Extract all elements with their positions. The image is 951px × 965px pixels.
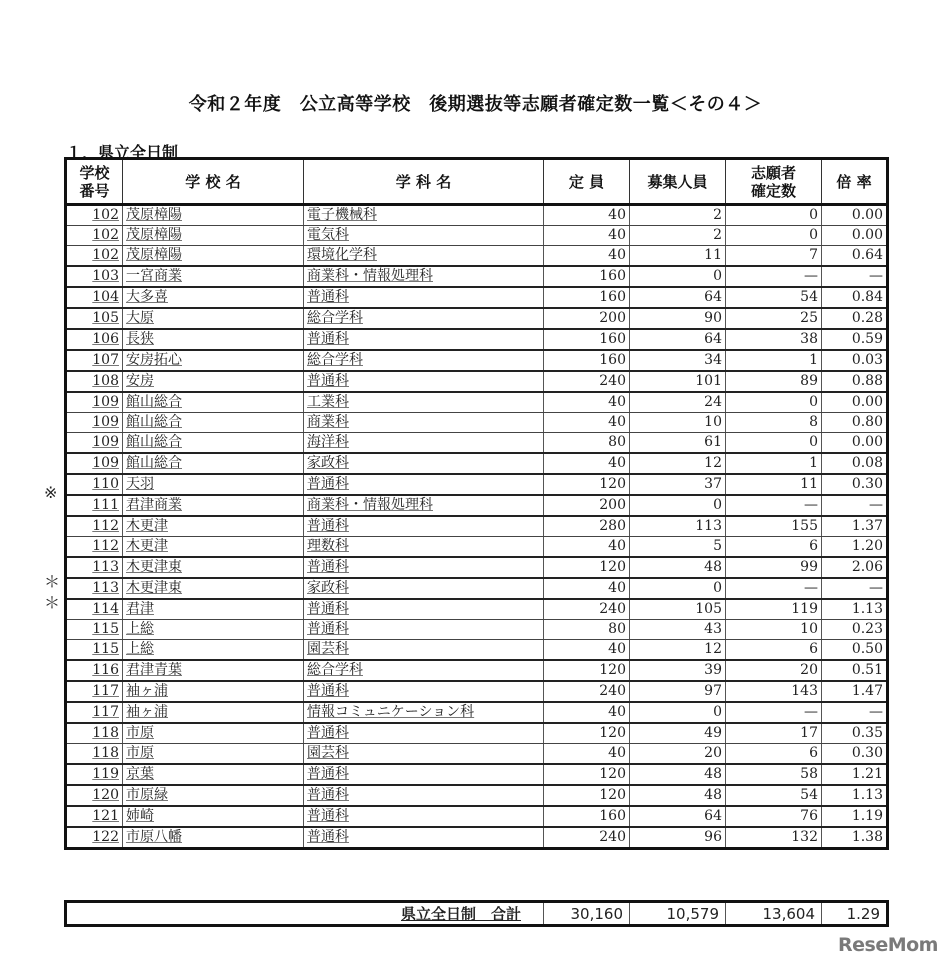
- recruit-count: 49: [630, 723, 726, 744]
- confirmed-count: 6: [726, 640, 822, 661]
- rate: 0.35: [822, 723, 888, 744]
- rate: 1.13: [822, 599, 888, 620]
- total-table: [64, 900, 889, 927]
- school-name: 安房拓心: [123, 350, 304, 371]
- recruit-count: 34: [630, 350, 726, 371]
- total-confirmed: 13,604: [726, 902, 822, 926]
- footnote-mark: ＊: [44, 593, 61, 613]
- school-number: 115: [66, 640, 123, 661]
- section-heading: １．県立全日制: [66, 143, 179, 162]
- school-number: 111: [66, 495, 123, 516]
- table-row: [66, 516, 888, 537]
- school-number: 102: [66, 205, 123, 226]
- capacity: 120: [544, 557, 630, 578]
- header-rate: 倍 率: [822, 159, 888, 205]
- capacity: 40: [544, 392, 630, 413]
- confirmed-count: 76: [726, 806, 822, 827]
- department-name: 普通科: [304, 557, 544, 578]
- recruit-count: 0: [630, 495, 726, 516]
- rate: 1.20: [822, 537, 888, 558]
- total-row: [66, 902, 888, 926]
- school-name: 市原緑: [123, 785, 304, 806]
- school-name: 長狭: [123, 329, 304, 350]
- school-number: 106: [66, 329, 123, 350]
- capacity: 200: [544, 308, 630, 329]
- rate: 0.30: [822, 744, 888, 765]
- school-number: 122: [66, 827, 123, 849]
- table-row: [66, 702, 888, 723]
- rate: 0.00: [822, 205, 888, 226]
- capacity: 240: [544, 681, 630, 702]
- confirmed-count: 17: [726, 723, 822, 744]
- department-name: 商業科・情報処理科: [304, 495, 544, 516]
- confirmed-count: 0: [726, 433, 822, 454]
- rate: 0.59: [822, 329, 888, 350]
- rate: 0.80: [822, 413, 888, 433]
- school-name: 館山総合: [123, 413, 304, 433]
- rate: 2.06: [822, 557, 888, 578]
- capacity: 200: [544, 495, 630, 516]
- school-name: 上総: [123, 620, 304, 640]
- recruit-count: 105: [630, 599, 726, 620]
- table-row: [66, 806, 888, 827]
- capacity: 40: [544, 702, 630, 723]
- school-number: 113: [66, 557, 123, 578]
- table-row: [66, 744, 888, 765]
- school-number: 115: [66, 620, 123, 640]
- department-name: 総合学科: [304, 308, 544, 329]
- capacity: 160: [544, 350, 630, 371]
- school-name: 茂原樟陽: [123, 226, 304, 246]
- school-number: 109: [66, 413, 123, 433]
- confirmed-count: 0: [726, 392, 822, 413]
- confirmed-count: 1: [726, 453, 822, 474]
- table-row: [66, 433, 888, 454]
- department-name: 環境化学科: [304, 246, 544, 267]
- rate: 0.00: [822, 226, 888, 246]
- rate: 0.64: [822, 246, 888, 267]
- department-name: 普通科: [304, 287, 544, 308]
- recruit-count: 10: [630, 413, 726, 433]
- capacity: 40: [544, 413, 630, 433]
- school-name: 上総: [123, 640, 304, 661]
- school-number: 108: [66, 371, 123, 392]
- school-name: 木更津: [123, 516, 304, 537]
- recruit-count: 11: [630, 246, 726, 267]
- capacity: 280: [544, 516, 630, 537]
- recruit-count: 64: [630, 287, 726, 308]
- capacity: 160: [544, 266, 630, 287]
- capacity: 40: [544, 744, 630, 765]
- school-number: 102: [66, 246, 123, 267]
- school-number: 104: [66, 287, 123, 308]
- department-name: 理数科: [304, 537, 544, 558]
- header-confirmed: [726, 159, 822, 205]
- table-row: [66, 392, 888, 413]
- confirmed-count: 11: [726, 474, 822, 495]
- recruit-count: 2: [630, 226, 726, 246]
- rate: 0.30: [822, 474, 888, 495]
- department-name: 総合学科: [304, 660, 544, 681]
- capacity: 160: [544, 329, 630, 350]
- capacity: 40: [544, 578, 630, 599]
- school-number: 119: [66, 764, 123, 785]
- confirmed-count: 38: [726, 329, 822, 350]
- department-name: 普通科: [304, 329, 544, 350]
- capacity: 40: [544, 205, 630, 226]
- school-name: 君津商業: [123, 495, 304, 516]
- school-name: 木更津東: [123, 578, 304, 599]
- confirmed-count: 8: [726, 413, 822, 433]
- rate: —: [822, 495, 888, 516]
- department-name: 園芸科: [304, 744, 544, 765]
- rate: 0.00: [822, 433, 888, 454]
- department-name: 電子機械科: [304, 205, 544, 226]
- capacity: 240: [544, 599, 630, 620]
- recruit-count: 0: [630, 266, 726, 287]
- school-number: 109: [66, 392, 123, 413]
- department-name: 家政科: [304, 453, 544, 474]
- table-row: [66, 495, 888, 516]
- rate: 0.23: [822, 620, 888, 640]
- confirmed-count: 132: [726, 827, 822, 849]
- header-label: 志願者確定数: [750, 163, 796, 200]
- confirmed-count: 25: [726, 308, 822, 329]
- department-name: 普通科: [304, 723, 544, 744]
- recruit-count: 2: [630, 205, 726, 226]
- rate: 0.88: [822, 371, 888, 392]
- department-name: 普通科: [304, 371, 544, 392]
- recruit-count: 43: [630, 620, 726, 640]
- department-name: 総合学科: [304, 350, 544, 371]
- capacity: 80: [544, 433, 630, 454]
- school-name: 天羽: [123, 474, 304, 495]
- recruit-count: 12: [630, 453, 726, 474]
- school-name: 茂原樟陽: [123, 205, 304, 226]
- table-row: [66, 246, 888, 267]
- school-name: 木更津: [123, 537, 304, 558]
- rate: 0.28: [822, 308, 888, 329]
- capacity: 40: [544, 453, 630, 474]
- capacity: 120: [544, 660, 630, 681]
- total-capacity: 30,160: [544, 902, 630, 926]
- department-name: 普通科: [304, 681, 544, 702]
- department-name: 普通科: [304, 474, 544, 495]
- school-name: 木更津東: [123, 557, 304, 578]
- school-number: 118: [66, 744, 123, 765]
- confirmed-count: 143: [726, 681, 822, 702]
- department-name: 園芸科: [304, 640, 544, 661]
- header-recruit: 募集人員: [630, 159, 726, 205]
- recruit-count: 20: [630, 744, 726, 765]
- total-recruit: 10,579: [630, 902, 726, 926]
- recruit-count: 90: [630, 308, 726, 329]
- confirmed-count: 54: [726, 785, 822, 806]
- rate: 0.50: [822, 640, 888, 661]
- recruit-count: 48: [630, 557, 726, 578]
- department-name: 家政科: [304, 578, 544, 599]
- department-name: 普通科: [304, 785, 544, 806]
- table-row: [66, 578, 888, 599]
- rate: —: [822, 266, 888, 287]
- school-name: 姉崎: [123, 806, 304, 827]
- total-label: 県立全日制 合計: [400, 905, 521, 923]
- rate: —: [822, 702, 888, 723]
- school-number: 113: [66, 578, 123, 599]
- recruit-count: 48: [630, 785, 726, 806]
- rate: 0.00: [822, 392, 888, 413]
- table-row: [66, 474, 888, 495]
- table-row: [66, 205, 888, 226]
- rate: 0.51: [822, 660, 888, 681]
- table-header-row: [66, 159, 888, 205]
- recruit-count: 24: [630, 392, 726, 413]
- department-name: 電気科: [304, 226, 544, 246]
- confirmed-count: 119: [726, 599, 822, 620]
- confirmed-count: 0: [726, 205, 822, 226]
- school-name: 館山総合: [123, 453, 304, 474]
- capacity: 120: [544, 723, 630, 744]
- confirmed-count: 20: [726, 660, 822, 681]
- school-name: 市原: [123, 723, 304, 744]
- table-row: [66, 827, 888, 849]
- recruit-count: 97: [630, 681, 726, 702]
- table-row: [66, 453, 888, 474]
- header-school-name: 学 校 名: [123, 159, 304, 205]
- school-name: 大原: [123, 308, 304, 329]
- header-dept-name: 学 科 名: [304, 159, 544, 205]
- recruit-count: 101: [630, 371, 726, 392]
- department-name: 商業科: [304, 413, 544, 433]
- recruit-count: 64: [630, 329, 726, 350]
- rate: 1.19: [822, 806, 888, 827]
- school-number: 103: [66, 266, 123, 287]
- capacity: 240: [544, 371, 630, 392]
- recruit-count: 64: [630, 806, 726, 827]
- school-number: 105: [66, 308, 123, 329]
- school-name: 大多喜: [123, 287, 304, 308]
- school-name: 安房: [123, 371, 304, 392]
- school-name: 袖ヶ浦: [123, 681, 304, 702]
- department-name: 普通科: [304, 764, 544, 785]
- confirmed-count: —: [726, 702, 822, 723]
- school-number: 109: [66, 453, 123, 474]
- table-row: [66, 785, 888, 806]
- department-name: 普通科: [304, 620, 544, 640]
- recruit-count: 39: [630, 660, 726, 681]
- confirmed-count: 7: [726, 246, 822, 267]
- table-row: [66, 537, 888, 558]
- table-row: [66, 350, 888, 371]
- footnote-mark: ※: [44, 482, 58, 502]
- rate: 0.84: [822, 287, 888, 308]
- applicants-table: [64, 157, 889, 850]
- table-row: [66, 226, 888, 246]
- recruit-count: 12: [630, 640, 726, 661]
- footnote-mark: ＊: [44, 571, 61, 591]
- school-number: 118: [66, 723, 123, 744]
- school-name: 茂原樟陽: [123, 246, 304, 267]
- confirmed-count: 6: [726, 744, 822, 765]
- table-row: [66, 557, 888, 578]
- table-row: [66, 620, 888, 640]
- confirmed-count: 99: [726, 557, 822, 578]
- department-name: 海洋科: [304, 433, 544, 454]
- table-row: [66, 681, 888, 702]
- rate: —: [822, 578, 888, 599]
- recruit-count: 61: [630, 433, 726, 454]
- capacity: 160: [544, 287, 630, 308]
- table-row: [66, 723, 888, 744]
- school-name: 君津青葉: [123, 660, 304, 681]
- department-name: 工業科: [304, 392, 544, 413]
- confirmed-count: 155: [726, 516, 822, 537]
- school-name: 館山総合: [123, 392, 304, 413]
- school-name: 館山総合: [123, 433, 304, 454]
- table-row: [66, 599, 888, 620]
- department-name: 商業科・情報処理科: [304, 266, 544, 287]
- confirmed-count: 58: [726, 764, 822, 785]
- capacity: 40: [544, 640, 630, 661]
- confirmed-count: 10: [726, 620, 822, 640]
- table-row: [66, 413, 888, 433]
- school-number: 121: [66, 806, 123, 827]
- capacity: 40: [544, 246, 630, 267]
- recruit-count: 48: [630, 764, 726, 785]
- confirmed-count: —: [726, 266, 822, 287]
- recruit-count: 0: [630, 578, 726, 599]
- recruit-count: 96: [630, 827, 726, 849]
- rate: 1.47: [822, 681, 888, 702]
- school-name: 一宮商業: [123, 266, 304, 287]
- school-number: 112: [66, 537, 123, 558]
- table-row: [66, 764, 888, 785]
- capacity: 240: [544, 827, 630, 849]
- capacity: 120: [544, 785, 630, 806]
- header-capacity: 定 員: [544, 159, 630, 205]
- table-row: [66, 660, 888, 681]
- capacity: 120: [544, 764, 630, 785]
- confirmed-count: 89: [726, 371, 822, 392]
- school-number: 112: [66, 516, 123, 537]
- school-name: 京葉: [123, 764, 304, 785]
- confirmed-count: 6: [726, 537, 822, 558]
- confirmed-count: 1: [726, 350, 822, 371]
- recruit-count: 113: [630, 516, 726, 537]
- table-row: [66, 308, 888, 329]
- header-label: 学校番号: [79, 163, 110, 200]
- total-rate: 1.29: [822, 902, 888, 926]
- table-row: [66, 329, 888, 350]
- school-number: 117: [66, 702, 123, 723]
- table-row: [66, 287, 888, 308]
- table-row: [66, 266, 888, 287]
- table-row: [66, 640, 888, 661]
- rate: 1.38: [822, 827, 888, 849]
- confirmed-count: —: [726, 578, 822, 599]
- capacity: 80: [544, 620, 630, 640]
- school-number: 120: [66, 785, 123, 806]
- rate: 1.21: [822, 764, 888, 785]
- capacity: 40: [544, 226, 630, 246]
- school-name: 市原: [123, 744, 304, 765]
- school-number: 102: [66, 226, 123, 246]
- capacity: 160: [544, 806, 630, 827]
- school-name: 君津: [123, 599, 304, 620]
- school-name: 市原八幡: [123, 827, 304, 849]
- recruit-count: 5: [630, 537, 726, 558]
- confirmed-count: —: [726, 495, 822, 516]
- confirmed-count: 0: [726, 226, 822, 246]
- capacity: 40: [544, 537, 630, 558]
- department-name: 普通科: [304, 827, 544, 849]
- recruit-count: 0: [630, 702, 726, 723]
- rate: 1.37: [822, 516, 888, 537]
- rate: 0.08: [822, 453, 888, 474]
- resemom-logo: ReseMom: [838, 934, 938, 956]
- school-number: 109: [66, 433, 123, 454]
- confirmed-count: 54: [726, 287, 822, 308]
- rate: 0.03: [822, 350, 888, 371]
- school-number: 114: [66, 599, 123, 620]
- school-number: 107: [66, 350, 123, 371]
- department-name: 普通科: [304, 806, 544, 827]
- document-title: 令和２年度 公立高等学校 後期選抜等志願者確定数一覧＜その４＞: [188, 94, 763, 115]
- department-name: 普通科: [304, 599, 544, 620]
- recruit-count: 37: [630, 474, 726, 495]
- department-name: 普通科: [304, 516, 544, 537]
- rate: 1.13: [822, 785, 888, 806]
- school-name: 袖ヶ浦: [123, 702, 304, 723]
- department-name: 情報コミュニケーション科: [304, 702, 544, 723]
- school-number: 110: [66, 474, 123, 495]
- table-row: [66, 371, 888, 392]
- school-number: 116: [66, 660, 123, 681]
- header-school-no: [66, 159, 123, 205]
- capacity: 120: [544, 474, 630, 495]
- school-number: 117: [66, 681, 123, 702]
